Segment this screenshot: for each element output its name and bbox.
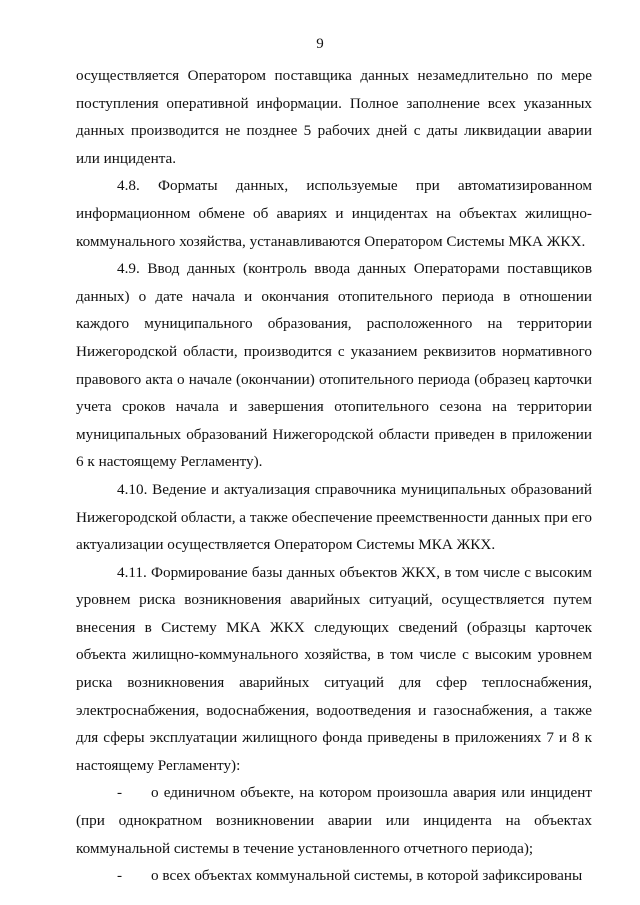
list-item-text: о всех объектах коммунальной системы, в которой зафиксированы <box>151 867 583 885</box>
page-number: 9 <box>316 36 324 52</box>
paragraph-continuation: осуществляется Оператором поставщика данных незамедлительно по мере поступления оперативной информации. Полное заполнение всех указанных данных производится не позднее 5 рабочих дней с даты ликвидации аварии или инцидента. <box>76 67 592 167</box>
paragraph-4-8: 4.8. Форматы данных, используемые при автоматизированном информационном обмене об авариях и инцидентах на объектах жилищно-коммунального хозяйства, устанавливаются Оператором Системы МКА ЖКХ. <box>76 177 592 250</box>
list-item-text: о единичном объекте, на котором произошла авария или инцидент (при однократном возникновении аварии или инцидента на объектах коммунальной системы в течение установленного отчетного периода); <box>76 784 592 857</box>
paragraph-4-10: 4.10. Ведение и актуализация справочника муниципальных образований Нижегородской области, а также обеспечение преемственности данных при его актуализации осуществляется Оператором Системы МКА ЖКХ. <box>76 480 592 554</box>
list-item-marker: - <box>117 784 123 802</box>
list-item <box>76 862 592 890</box>
paragraph-4-11: 4.11. Формирование базы данных объектов ЖКХ, в том числе с высоким уровнем риска возникновения аварийных ситуаций, осуществляется путем внесения в Систему МКА ЖКХ следующих сведений (образцы карточек объекта жилищно-коммунального хозяйства, в том числе с высоким уровнем риска возникновения аварийных ситуаций для сфер теплоснабжения, электроснабжения, водоснабжения, водоотведения и газоснабжения, а также для сферы эксплуатации жилищного фонда приведены в приложениях 7 и 8 к настоящему Регламенту): <box>76 563 592 774</box>
list-item-marker: - <box>117 867 123 885</box>
list-item <box>76 779 592 862</box>
paragraph-4-9: 4.9. Ввод данных (контроль ввода данных Операторами поставщиков данных) о дате начала и окончания отопительного периода в отношении каждого муниципального образования, расположенного на территории Нижегородской области, производится с указанием реквизитов нормативного правового акта о начале (окончании) отопительного периода (образец карточки учета сроков начала и завершения отопительного сезона на территории муниципальных образований Нижегородской области приведен в приложении 6 к настоящему Регламенту). <box>76 260 592 471</box>
document-body <box>76 62 592 890</box>
